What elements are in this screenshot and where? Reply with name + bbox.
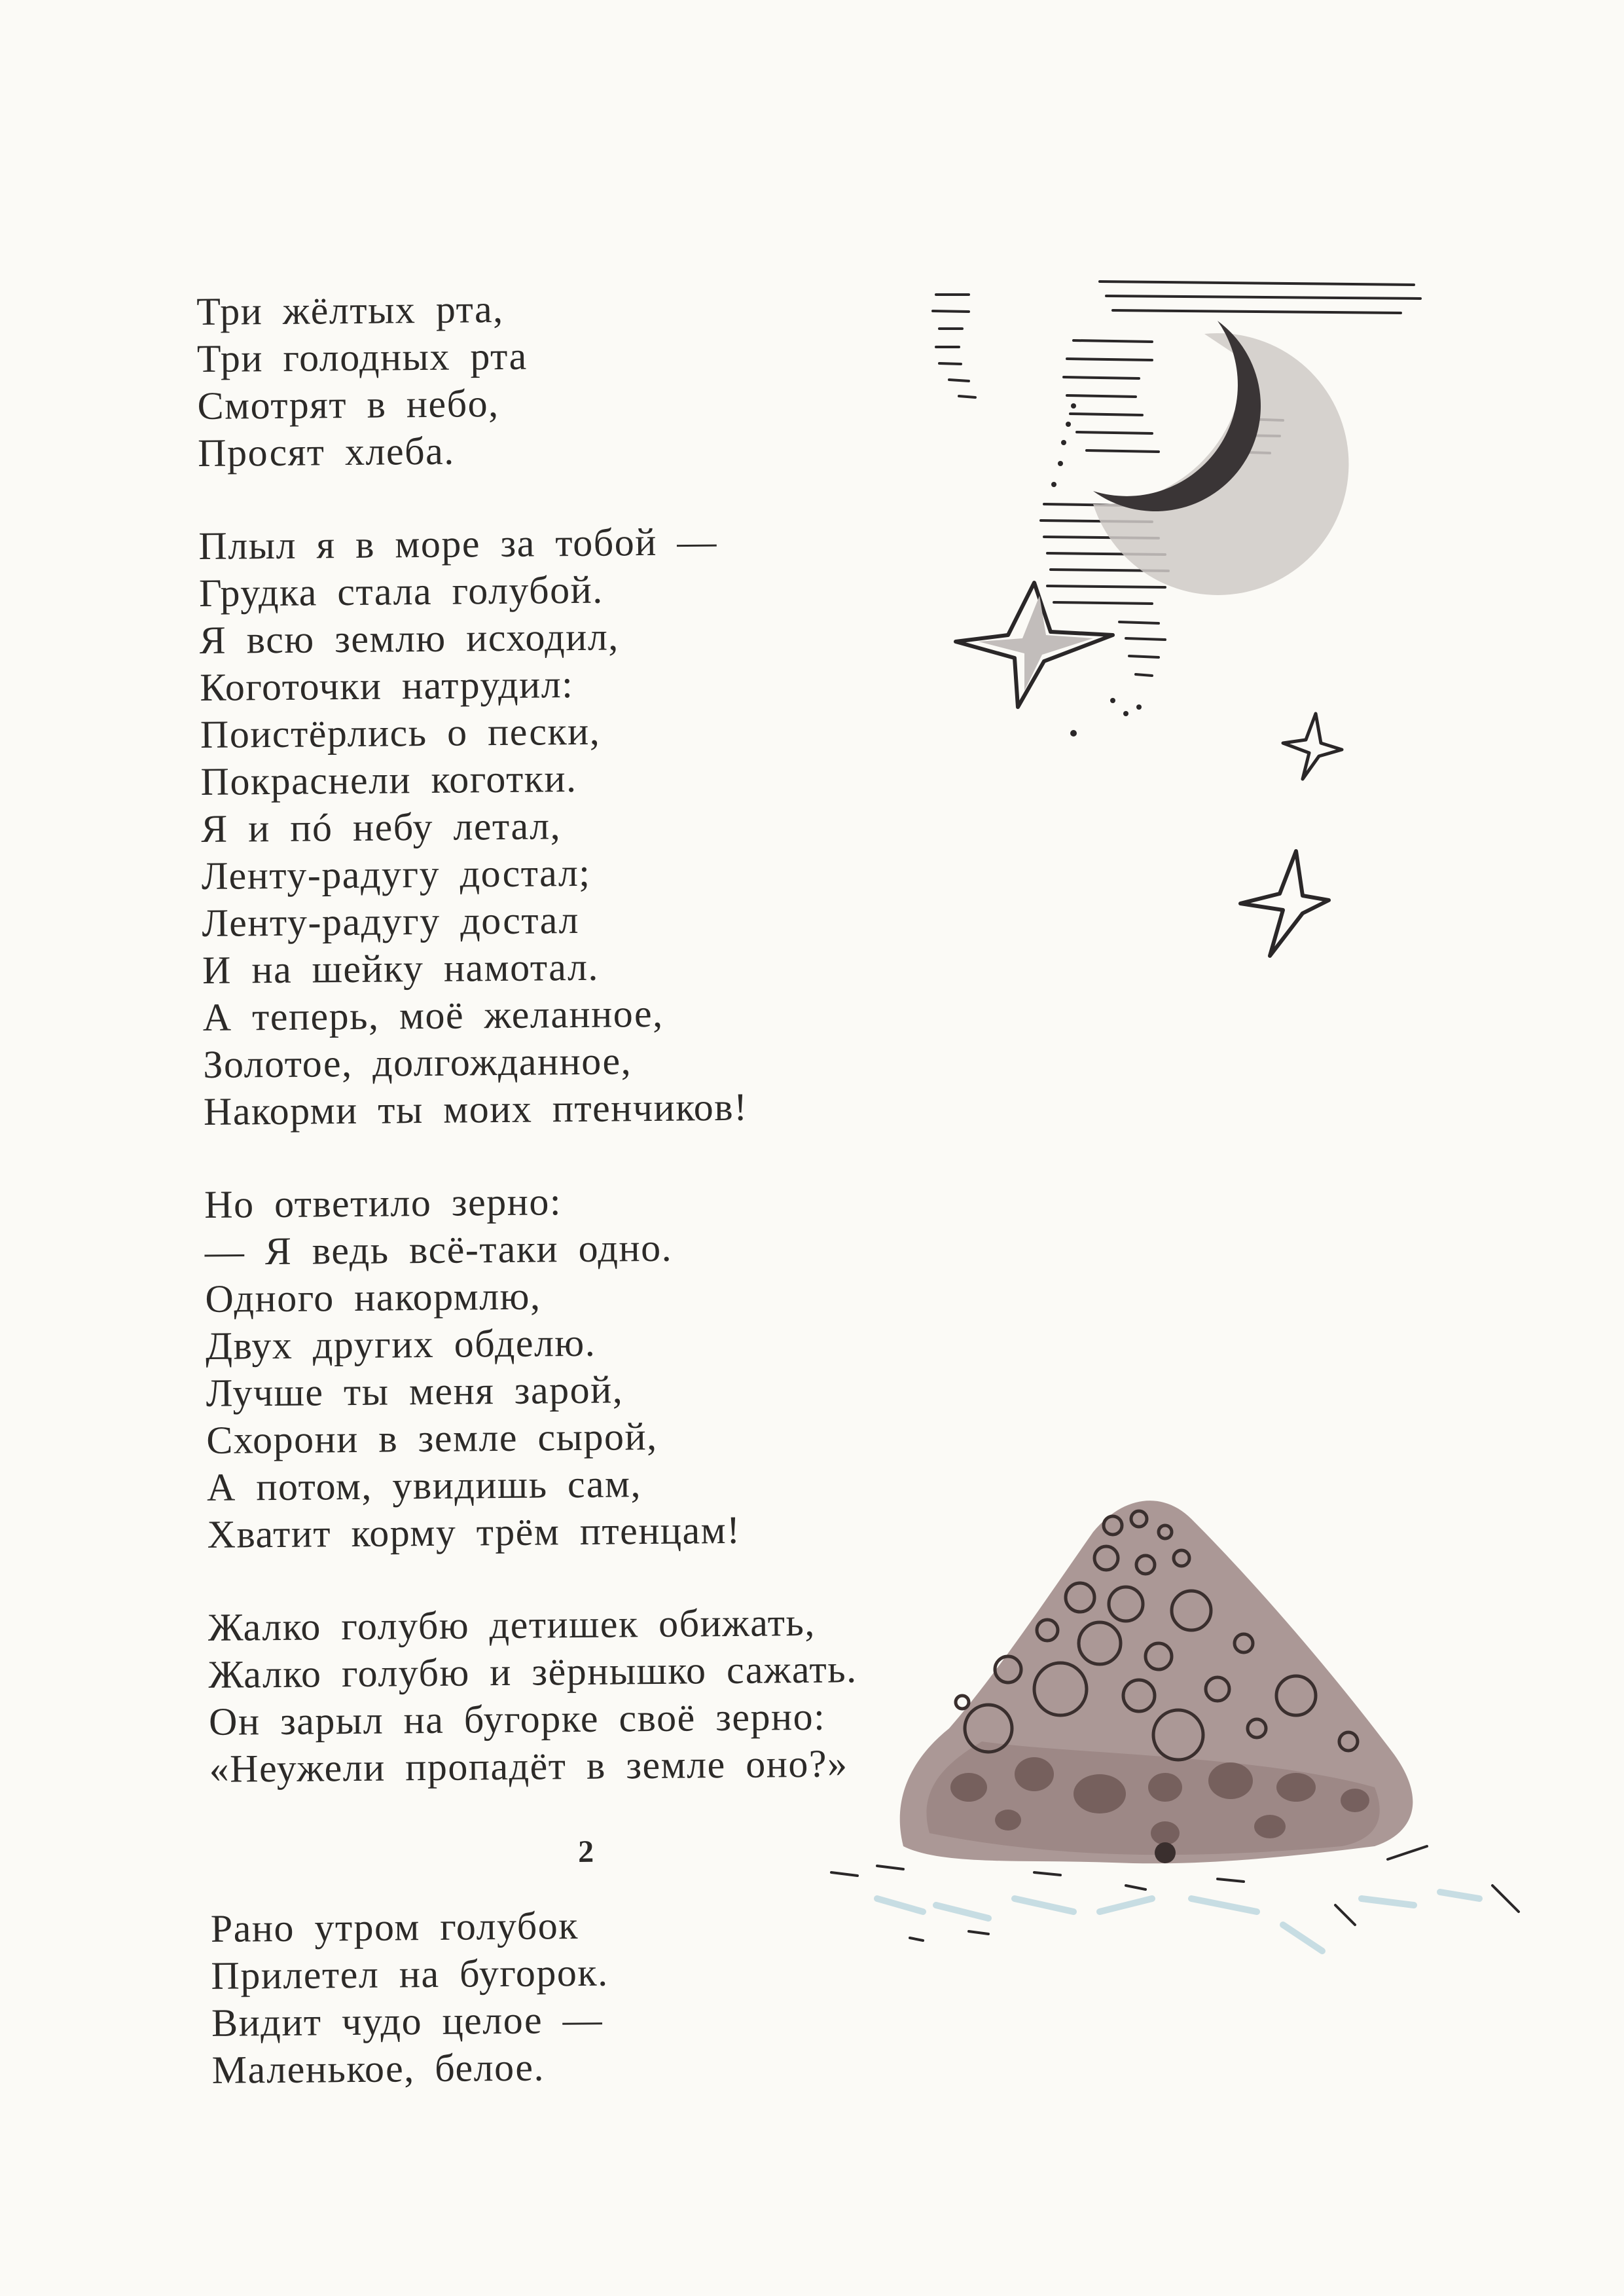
mound-illustration xyxy=(799,1480,1551,1964)
poem-line: Но ответило зерно: xyxy=(204,1180,562,1226)
poem-line: Покраснели коготки. xyxy=(200,756,577,803)
poem-line: Прилетел на бугорок. xyxy=(211,1950,609,1997)
poem-line: Я всю землю исходил, xyxy=(199,615,620,662)
poem-line: Лучше ты меня зарой, xyxy=(206,1368,624,1415)
poem-line: Ленту-радугу достал; xyxy=(201,850,591,898)
section-number: 2 xyxy=(577,1834,595,1870)
poem-line: А потом, увидишь сам, xyxy=(206,1462,642,1509)
poem-line: Двух других обделю. xyxy=(205,1321,596,1368)
poem-line: Три голодных рта xyxy=(196,334,528,380)
poem-line: Плыл я в море за тобой — xyxy=(198,520,718,568)
poem-line: — Я ведь всё-таки одно. xyxy=(204,1226,673,1273)
poem-line: Коготочки натрудил: xyxy=(200,662,574,709)
poem-line: И на шейку намотал. xyxy=(202,945,600,992)
poem-line: Он зарыл на бугорке своё зерно: xyxy=(208,1694,826,1743)
poem-line: Жалко голубю и зёрнышко сажать. xyxy=(208,1647,857,1696)
poem-line: Маленькое, белое. xyxy=(211,2045,545,2092)
poem-line: Я и пó небу летал, xyxy=(200,804,562,850)
poem-line: «Неужели пропадёт в земле оно?» xyxy=(209,1741,848,1791)
poem-line: Видит чудо целое — xyxy=(211,1997,604,2045)
poem-line: Грудка стала голубой. xyxy=(198,568,604,615)
poem-line: Поистёрлись о пески, xyxy=(200,709,601,756)
poem-line: Смотрят в небо, xyxy=(197,381,499,428)
poem-line: Просят хлеба. xyxy=(197,429,455,475)
poem-line: Схорони в земле сырой, xyxy=(206,1414,658,1462)
star-icon xyxy=(1240,851,1329,956)
poem-line: Ленту-радугу достал xyxy=(202,898,580,945)
star-icon xyxy=(1283,714,1342,779)
poem-line: Рано утром голубок xyxy=(210,1904,579,1950)
poem-line: Одного накормлю, xyxy=(205,1274,541,1321)
poem-line: Жалко голубю детишек обижать, xyxy=(208,1600,816,1649)
poem-line: Хватит корму трём птенцам! xyxy=(207,1508,741,1556)
moon-stars-illustration xyxy=(877,255,1453,975)
poem-line: А теперь, моё желанное, xyxy=(202,991,664,1039)
poem-line: Накорми ты моих птенчиков! xyxy=(203,1085,748,1133)
poem-line: Золотое, долгожданное, xyxy=(203,1039,632,1086)
poem-line: Три жёлтых рта, xyxy=(196,287,504,333)
water-ripples xyxy=(877,1892,1479,1951)
